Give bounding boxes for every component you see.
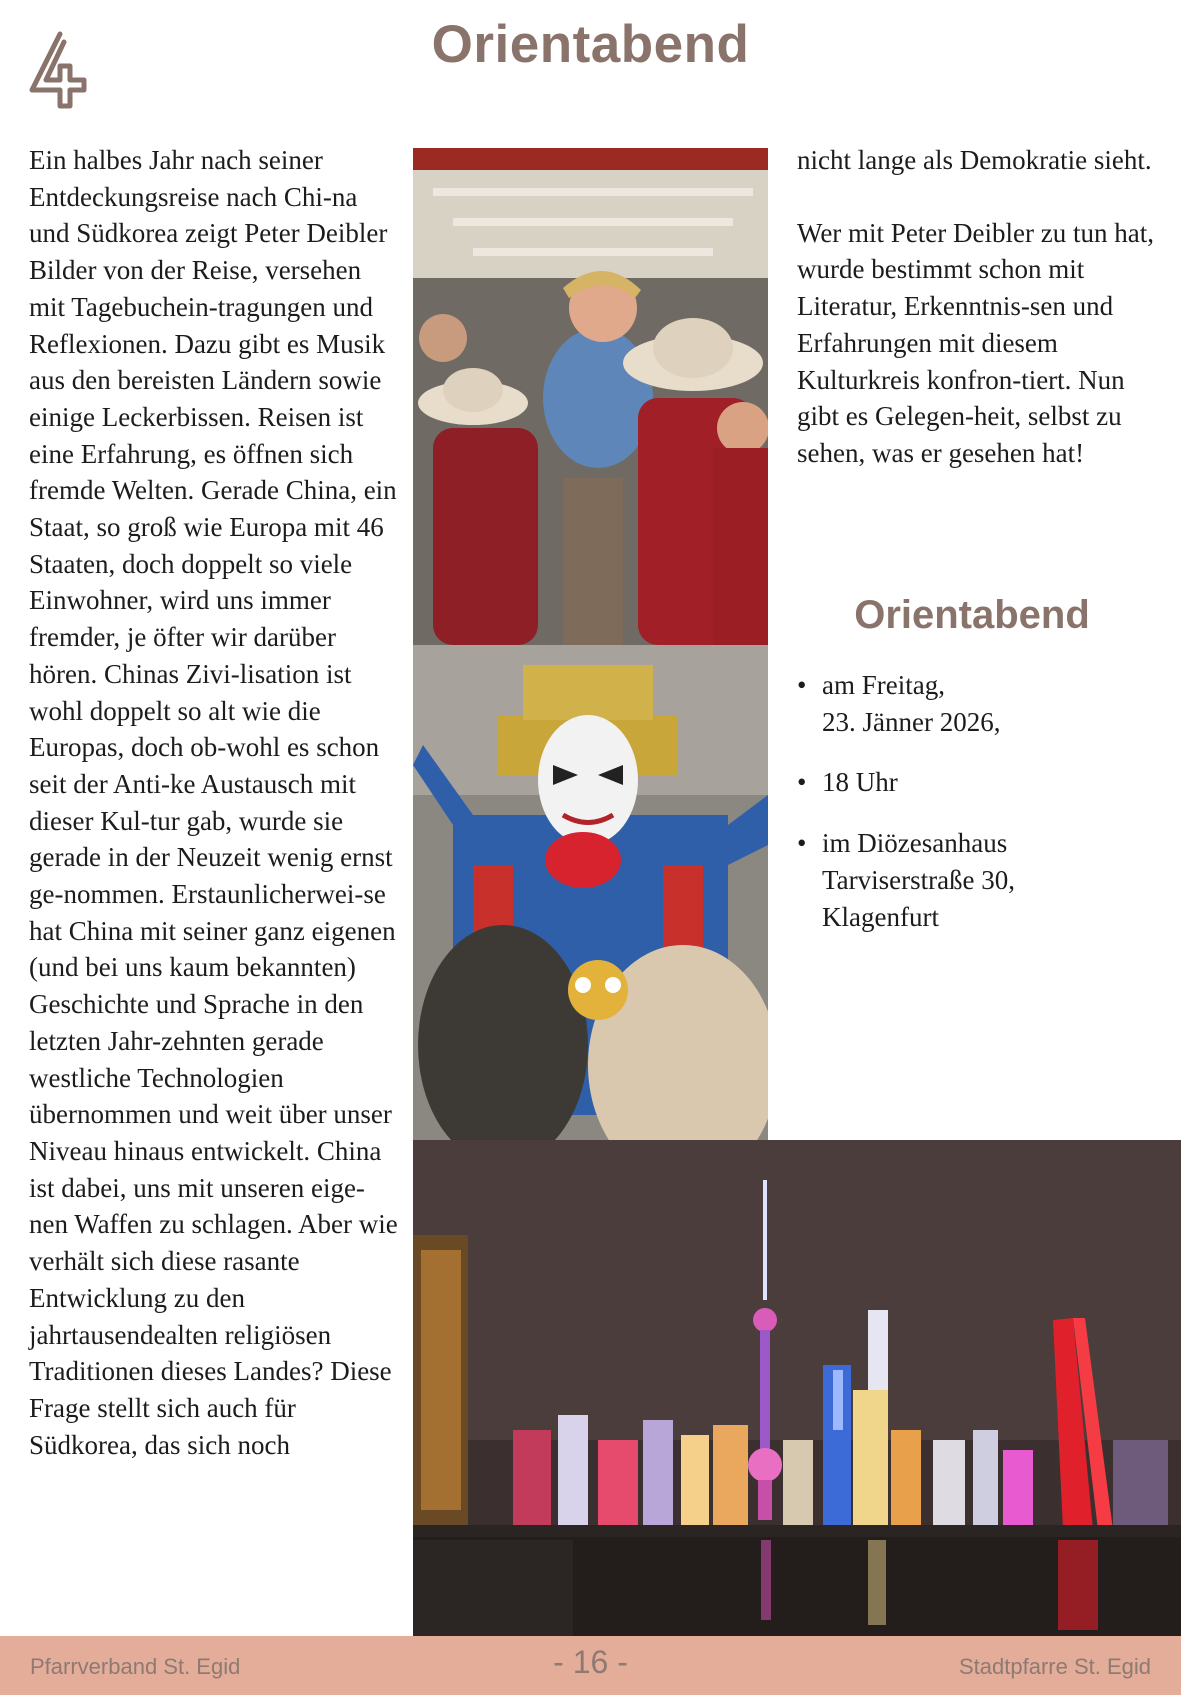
footer-left-text: Pfarrverband St. Egid: [30, 1654, 241, 1679]
page-title: Orientabend: [431, 15, 750, 74]
article-left-column: Ein halbes Jahr nach seiner Entdeckungsreise nach Chi-na und Südkorea zeigt Peter Deibler Bilder von der Reise, versehen mit Tagebuchein-tragungen und Reflexionen. Dazu gibt es Musik aus den bereisten Ländern sowie einige Leckerbissen. Reisen ist eine Erfahrung, es öffnen sich fremde Welten. Gerade China, ein Staat, so groß wie Europa mit 46 Staaten, doch doppelt so viele Einwohner, wird uns immer fremder, je öfter wir darüber hören. Chinas Zivi-lisation ist wohl doppelt so alt wie die Europas, doch ob-wohl es schon seit der Anti-ke Austausch mit dieser Kul-tur gab, wurde sie gerade in der Neuzeit wenig ernst ge-nommen. Erstaunlicherwei-se hat China mit seiner ganz eigenen (und bei uns kaum bekannten) Geschichte und Sprache in den letzten Jahr-zehnten gerade westliche Technologien übernommen und weit über unser Niveau hinaus entwickelt. China ist dabei, uns mit unseren eige-nen Waffen zu schlagen. Aber wie verhält sich diese rasante Entwicklung zu den jahrtausendealten religiösen Traditionen dieses Landes? Diese Frage stellt sich auch für Südkorea, das sich noch: [29, 145, 398, 1460]
page-number: - 16 -: [553, 1644, 628, 1680]
article-right-paragraph: Wer mit Peter Deibler zu tun hat, wurde bestimmt schon mit Literatur, Erkenntnis-sen und Erfahrungen mit diesem Kulturkreis konfron-tiert. Nun gibt es Gelegen-heit, selbst zu sehen, was er gesehen hat!: [797, 217, 1154, 468]
page-footer: [0, 1636, 1181, 1695]
event-heading: Orientabend: [854, 593, 1090, 637]
event-time-item: • 18 Uhr: [797, 764, 1167, 801]
event-location-item: • im Diözesanhaus Tarviserstraße 30, Klagenfurt: [797, 825, 1167, 935]
photo-tour-group: [413, 148, 768, 645]
event-info-list: [797, 667, 1167, 935]
photo-opera-performer: [413, 645, 768, 1140]
article-right-column: [797, 142, 1167, 472]
article-right-paragraph: nicht lange als Demokratie sieht.: [797, 145, 1152, 175]
photo-shanghai-skyline: [413, 1140, 1181, 1636]
footer-right-text: Stadtpfarre St. Egid: [959, 1654, 1151, 1679]
event-date-item: • am Freitag, 23. Jänner 2026,: [797, 667, 1167, 740]
